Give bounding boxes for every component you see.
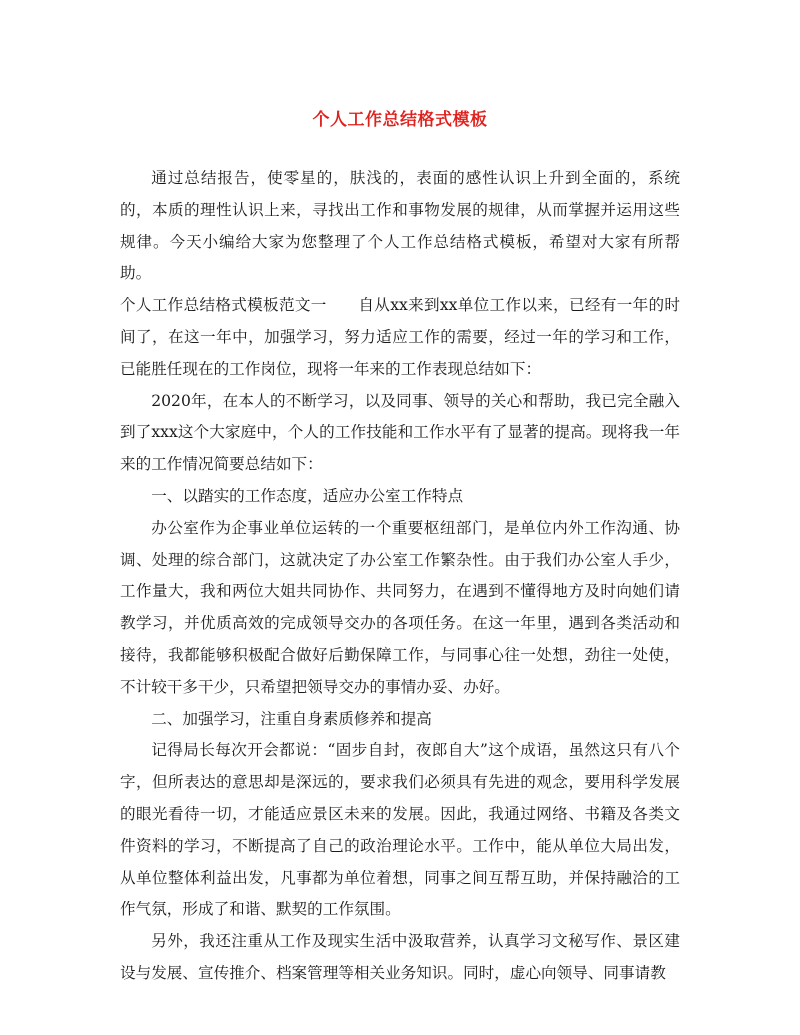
section-2-paragraph: 记得局长每次开会都说：“固步自封，夜郎自大”这个成语，虽然这只有八个字，但所表达的意思却是深远的，要求我们必须具有先进的观念，要用科学发展的眼光看待一切，才能适应景区未来的发展。因此，我通过网络、书籍及各类文件资料的学习，不断提高了自己的政治理论水平。工作中，能从单位大局出发，从单位整体利益出发，凡事都为单位着想，同事之间互帮互助，并保持融洽的工作气氛，形成了和谐、默契的工作氛围。 (120, 741, 680, 919)
section-heading-2: 二、加强学习，注重自身素质修养和提高 (151, 709, 432, 728)
document-title: 个人工作总结格式模板 (312, 110, 488, 130)
document-body (120, 163, 680, 990)
section-heading-1: 一、以踏实的工作态度，适应办公室工作特点 (151, 486, 464, 505)
sample-intro-paragraph: 个人工作总结格式模板范文一 自从xx来到xx单位工作以来，已经有一年的时间了，在这一年中，加强学习，努力适应工作的需要，经过一年的学习和工作，已能胜任现在的工作岗位，现将一年来的工作表现总结如下： (120, 296, 680, 378)
section-2-paragraph-continued: 另外，我还注重从工作及现实生活中汲取营养，认真学习文秘写作、景区建设与发展、宣传推介、档案管理等相关业务知识。同时，虚心向领导、同事请教 (120, 932, 680, 982)
summary-paragraph: 2020年，在本人的不断学习，以及同事、领导的关心和帮助，我已完全融入到了xxx这个大家庭中，个人的工作技能和工作水平有了显著的提高。现将我一年来的工作情况简要总结如下： (120, 391, 680, 474)
intro-paragraph: 通过总结报告，使零星的，肤浅的，表面的感性认识上升到全面的，系统的，本质的理性认识上来，寻找出工作和事物发展的规律，从而掌握并运用这些规律。今天小编给大家为您整理了个人工作总结格式模板，希望对大家有所帮助。 (120, 169, 680, 283)
section-1-paragraph: 办公室作为企事业单位运转的一个重要枢纽部门，是单位内外工作沟通、协调、处理的综合部门，这就决定了办公室工作繁杂性。由于我们办公室人手少，工作量大，我和两位大姐共同协作、共同努力，在遇到不懂得地方及时向她们请教学习，并优质高效的完成领导交办的各项任务。在这一年里，遇到各类活动和接待，我都能够积极配合做好后勤保障工作，与同事心往一处想，劲往一处使，不计较干多干少，只希望把领导交办的事情办妥、办好。 (120, 518, 680, 696)
